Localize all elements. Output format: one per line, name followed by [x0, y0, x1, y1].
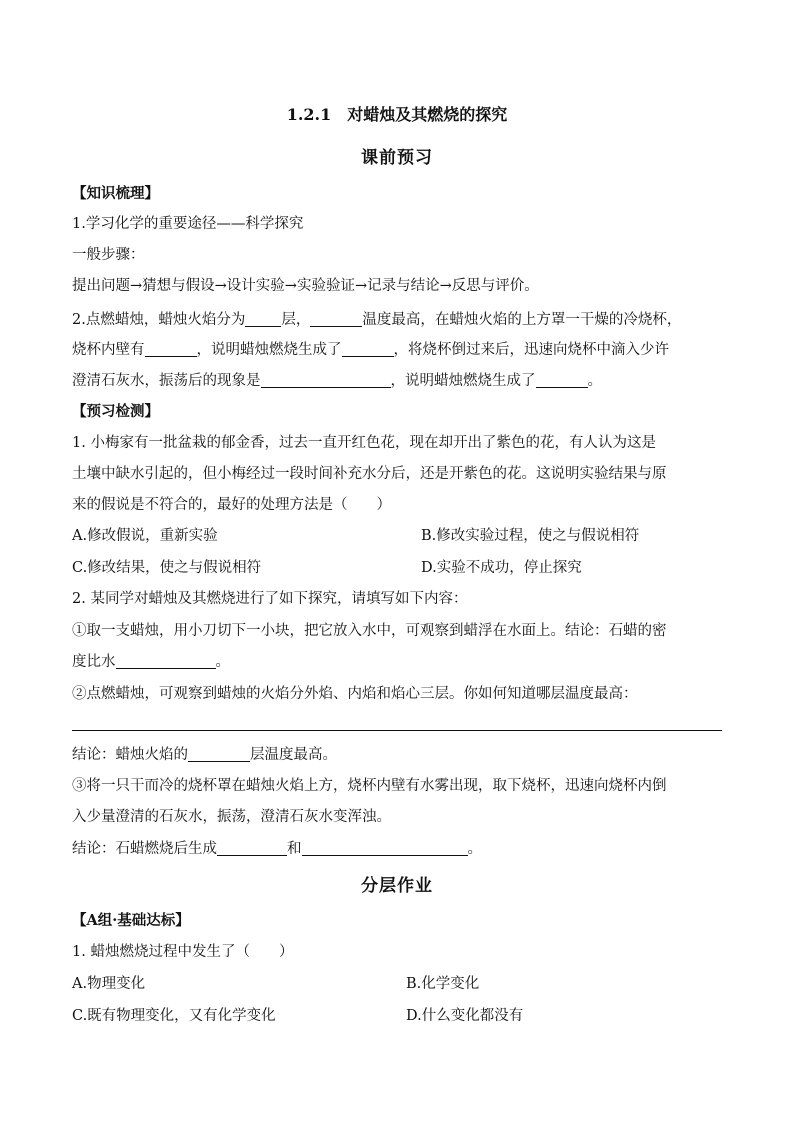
check-q1-line-1: 1. 小梅家有一批盆栽的郁金香，过去一直开红色花，现在却开出了紫色的花，有人认为这是	[72, 435, 656, 451]
option-d: D.实验不成功，停止探究	[421, 560, 582, 576]
text-segment: ，说明蜡烛燃烧生成了	[390, 373, 536, 389]
option-a: A.修改假说，重新实验	[72, 528, 218, 544]
check-q2-step3-conclusion	[72, 838, 722, 860]
check-q2-step2-line-1: ②点燃蜡烛，可观察到蜡烛的火焰分外焰、内焰和焰心三层。你如何知道哪层温度最高：	[72, 686, 638, 702]
fill-blank	[116, 652, 216, 669]
knowledge-header: 【知识梳理】	[72, 185, 159, 202]
option-c: C.修改结果，使之与假说相符	[72, 560, 262, 576]
check-q2-step3-line-1: ③将一只干而冷的烧杯罩在蜡烛火焰上方，烧杯内壁有水雾出现，取下烧杯，迅速向烧杯内倒	[72, 778, 667, 794]
steps-label: 一般步骤：	[72, 247, 145, 263]
fill-blank	[342, 340, 394, 357]
check-q1-line-2: 土壤中缺水引起的，但小梅经过一段时间补充水分后，还是开紫色的花。这说明实验结果与原	[72, 466, 667, 482]
text-segment: 。	[215, 654, 230, 670]
text-segment: 。	[587, 373, 602, 389]
page-title: 1.2.1 对蜡烛及其燃烧的探究	[286, 105, 508, 124]
fill-blank	[536, 371, 588, 388]
text-segment: ，说明蜡烛燃烧生成了	[196, 342, 342, 358]
check-q2-step1-line-1: ①取一支蜡烛，用小刀切下一小块，把它放入水中，可观察到蜡浮在水面上。结论：石蜡的密	[72, 623, 667, 639]
answer-line	[72, 730, 722, 731]
section-heading-homework: 分层作业	[361, 876, 433, 896]
text-segment: 结论：蜡烛火焰的	[72, 747, 188, 763]
option-c: C.既有物理变化，又有化学变化	[72, 1008, 276, 1024]
check-header: 【预习检测】	[72, 403, 159, 420]
text-segment: ，将烧杯倒过来后，迅速向烧杯中滴入少许	[393, 342, 669, 358]
text-segment: 烧杯内壁有	[72, 342, 145, 358]
group-a-header: 【A组·基础达标】	[72, 912, 190, 929]
fill-blank	[310, 310, 362, 327]
text-segment: 和	[287, 841, 302, 857]
text-segment: 温度最高，在蜡烛火焰的上方罩一干燥的冷烧杯，	[362, 312, 682, 328]
fill-blank	[245, 310, 281, 327]
fill-blank	[188, 745, 250, 762]
check-q2-intro: 2. 某同学对蜡烛及其燃烧进行了如下探究，请填写如下内容：	[72, 591, 468, 607]
check-q2-step2-conclusion	[72, 744, 722, 766]
steps-text: 提出问题→猜想与假设→设计实验→实验验证→记录与结论→反思与评价。	[72, 278, 539, 294]
check-q1-line-3: 来的假说是不符合的，最好的处理方法是（ ）	[72, 497, 391, 513]
text-segment: 层温度最高。	[250, 747, 337, 763]
knowledge-item-2-line-1	[72, 309, 722, 331]
knowledge-item-1: 1.学习化学的重要途径——科学探究	[72, 216, 304, 232]
text-segment: 2.点燃蜡烛，蜡烛火焰分为	[72, 312, 246, 328]
fill-blank	[261, 371, 391, 388]
text-segment: 层，	[281, 312, 311, 328]
knowledge-item-2-line-2	[72, 339, 722, 361]
fill-blank	[302, 839, 468, 856]
text-segment: 。	[467, 841, 482, 857]
section-heading-preview: 课前预习	[361, 148, 433, 168]
check-q2-step3-line-2: 入少量澄清的石灰水，振荡，澄清石灰水变浑浊。	[72, 809, 391, 825]
option-a: A.物理变化	[72, 976, 146, 992]
text-segment: 度比水	[72, 654, 116, 670]
fill-blank	[217, 839, 287, 856]
option-b: B.化学变化	[406, 976, 480, 992]
text-segment: 澄清石灰水，振荡后的现象是	[72, 373, 261, 389]
group-a-q1: 1. 蜡烛燃烧过程中发生了（ ）	[72, 944, 294, 960]
fill-blank	[145, 340, 197, 357]
option-b: B.修改实验过程，使之与假说相符	[421, 528, 640, 544]
check-q2-step1-line-2	[72, 651, 722, 673]
knowledge-item-2-line-3	[72, 370, 722, 392]
option-d: D.什么变化都没有	[406, 1008, 524, 1024]
text-segment: 结论：石蜡燃烧后生成	[72, 841, 217, 857]
